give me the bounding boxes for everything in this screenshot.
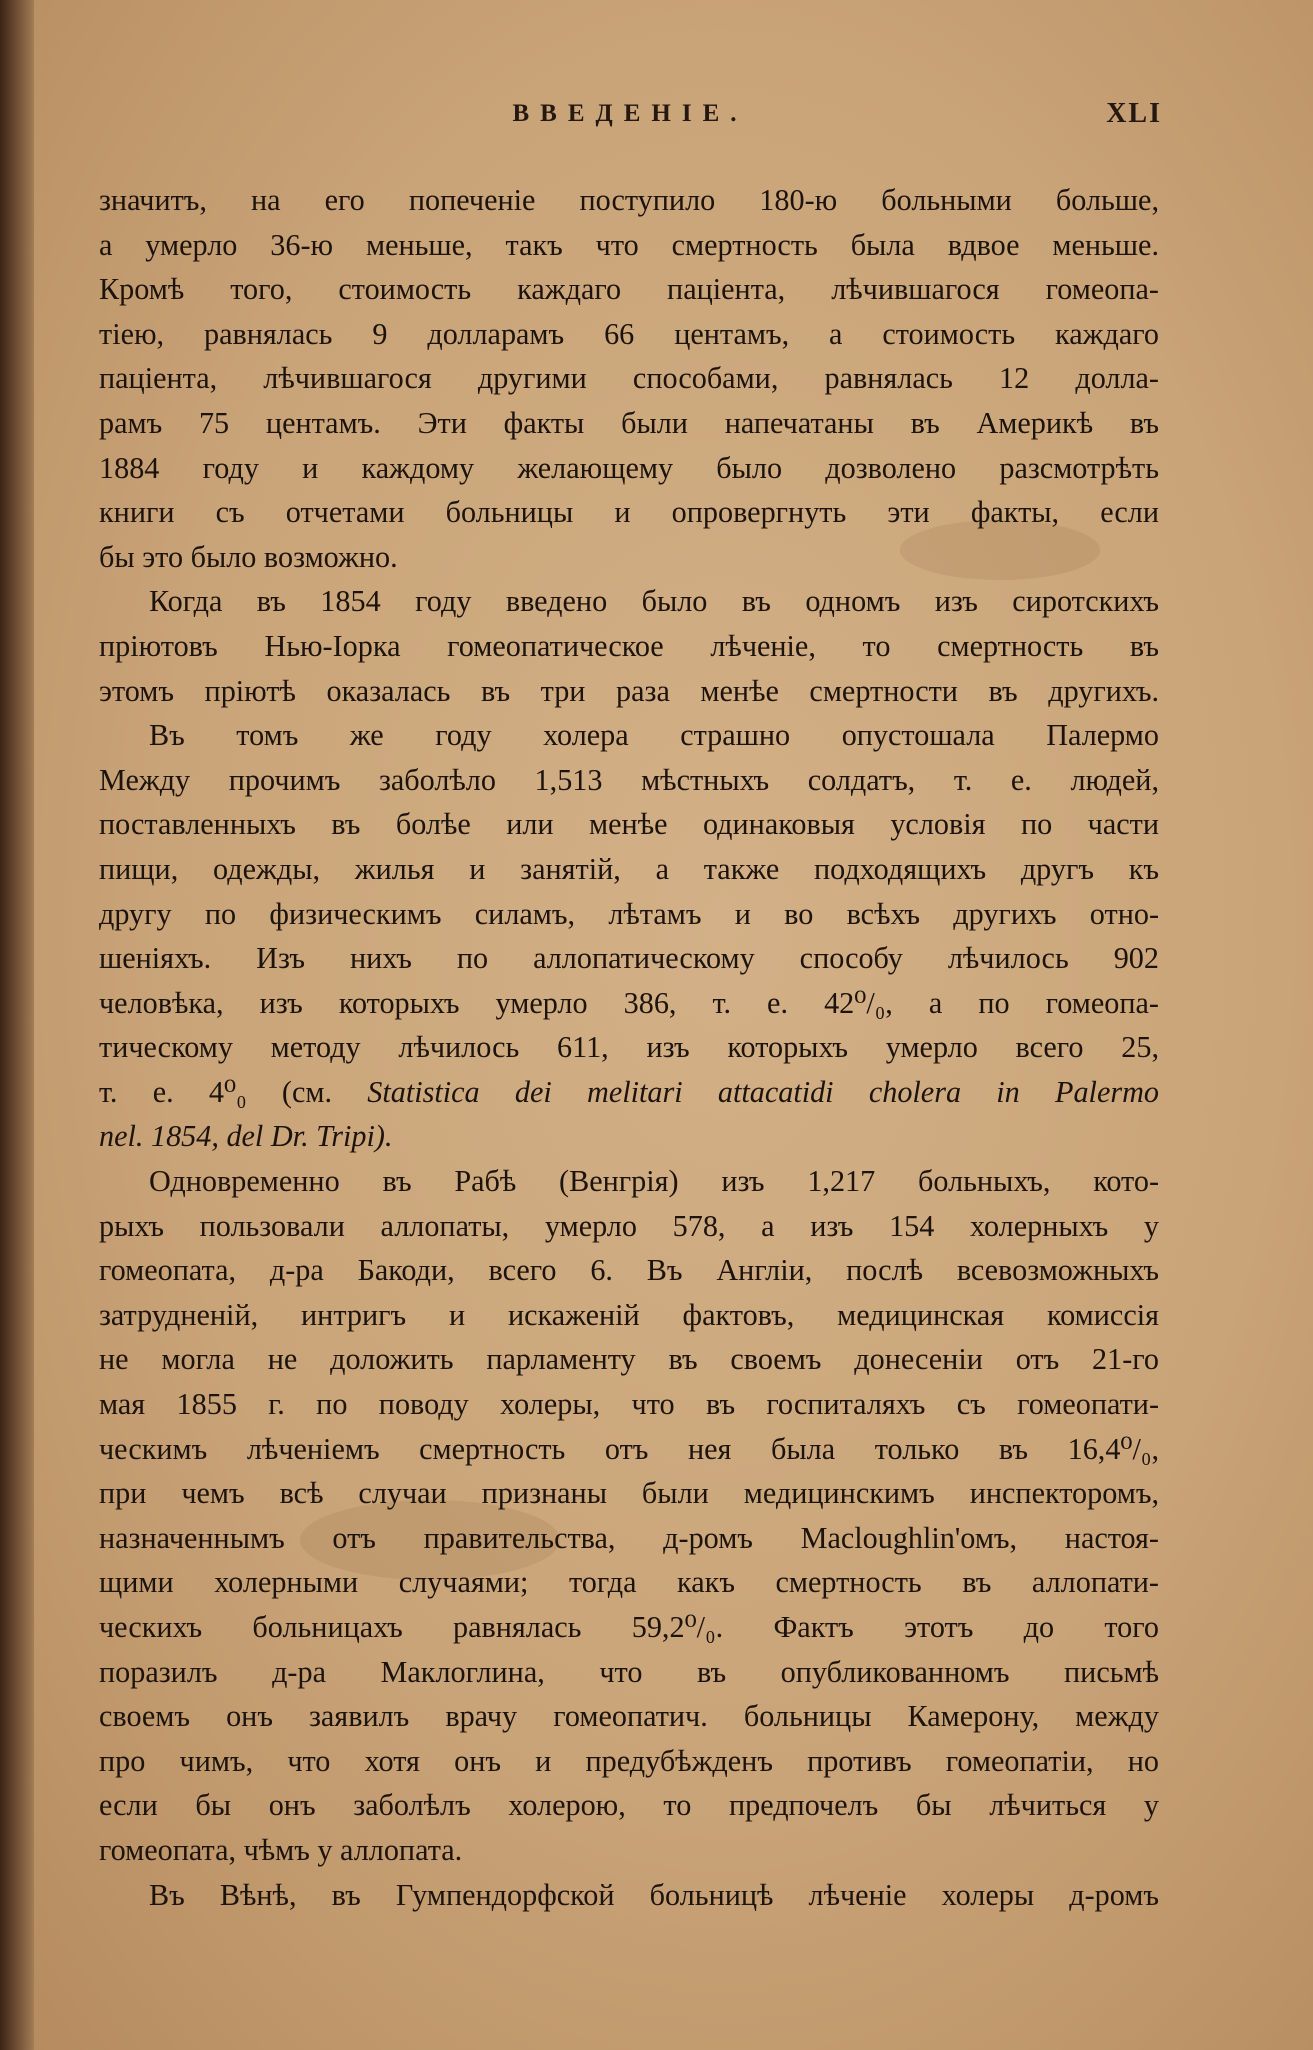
text-line: бы это было возможно. [99,539,398,574]
citation-italic: Statistica dei melitari attacatidi cholera in Palermo [367,1074,1159,1109]
text-line: ческимъ лѣченіемъ смертность отъ нея была только въ 16,4⁰/₀, [99,1431,1159,1466]
text-line: ческихъ больницахъ равнялась 59,2⁰/₀. Фактъ этотъ до того [99,1610,1159,1644]
text-line: при чемъ всѣ случаи признаны были медицинскимъ инспекторомъ, [99,1476,1159,1511]
text-line: Кромѣ того, стоимость каждаго паціента, лѣчившагося гомеопа- [99,272,1159,307]
text-line: поразилъ д-ра Маклоглина, что въ опубликованномъ письмѣ [99,1654,1159,1689]
paragraph [99,1873,1159,1918]
text-line: поставленныхъ въ болѣе или менѣе одинаковыя условія по части [99,807,1159,842]
page-number: XLI [1106,98,1162,129]
text-line: книги съ отчетами больницы и опровергнуть эти факты, если [99,495,1159,530]
body-text [99,178,1159,1917]
text-line: паціента, лѣчившагося другими способами, равнялась 12 долла- [99,361,1159,396]
paragraph [99,579,1159,713]
text-line: этомъ пріютѣ оказалась въ три раза менѣе смертности въ другихъ. [99,673,1159,708]
text-line: 1884 году и каждому желающему было дозволено разсмотрѣть [99,450,1159,485]
text-line: пищи, одежды, жилья и занятій, а также подходящихъ другъ къ [99,851,1159,886]
text-line: щими холерными случаями; тогда какъ смертность въ аллопати- [99,1565,1159,1600]
text-line: затрудненій, интригъ и искаженій фактовъ, медицинская комиссія [99,1297,1159,1332]
text-line: не могла не доложить парламенту въ своемъ донесеніи отъ 21-го [99,1342,1159,1377]
text-line: назначеннымъ отъ правительства, д-ромъ Macloughlin'омъ, настоя- [99,1520,1159,1555]
text-line: Между прочимъ заболѣло 1,513 мѣстныхъ солдатъ, т. е. людей, [99,762,1159,797]
text-line: если бы онъ заболѣлъ холерою, то предпочелъ бы лѣчиться у [99,1788,1159,1823]
text-line: своемъ онъ заявилъ врачу гомеопатич. больницы Камерону, между [99,1699,1159,1734]
text-line: Одновременно въ Рабѣ (Венгрія) изъ 1,217 больныхъ, кото- [149,1164,1159,1199]
text-line: Когда въ 1854 году введено было въ одномъ изъ сиротскихъ [149,584,1159,619]
text-line: рыхъ пользовали аллопаты, умерло 578, а изъ 154 холерныхъ у [99,1208,1159,1243]
text-line: рамъ 75 центамъ. Эти факты были напечатаны въ Америкѣ въ [99,405,1159,440]
paragraph [99,1159,1159,1873]
text-line: шеніяхъ. Изъ нихъ по аллопатическому способу лѣчилось 902 [99,941,1159,976]
text-line: Въ томъ же году холера страшно опустошала Палермо [149,718,1159,753]
text-line: Въ Вѣнѣ, въ Гумпендорфской больницѣ лѣченіе холеры д-ромъ [149,1877,1159,1912]
paragraph [99,178,1159,579]
citation-line [99,1114,1159,1159]
text-line: тіею, равнялась 9 долларамъ 66 центамъ, а стоимость каждаго [99,316,1159,351]
text-line: тическому методу лѣчилось 611, изъ которыхъ умерло всего 25, [99,1030,1159,1065]
citation-italic: nel. 1854, del Dr. Tripi). [99,1119,393,1154]
book-spine-shadow [0,0,34,2050]
text-line: а умерло 36-ю меньше, такъ что смертность была вдвое меньше. [99,227,1159,262]
text-line: мая 1855 г. по поводу холеры, что въ госпиталяхъ съ гомеопати- [99,1387,1159,1422]
paragraph [99,713,1159,1159]
text-line: человѣка, изъ которыхъ умерло 386, т. е. 42⁰/₀, а по гомеопа- [99,985,1159,1020]
text-line: пріютовъ Нью-Іорка гомеопатическое лѣченіе, то смертность въ [99,628,1159,663]
text-line: гомеопата, чѣмъ у аллопата. [99,1832,463,1867]
text-line-with-citation [99,1070,1159,1115]
text-line: про чимъ, что хотя онъ и предубѣжденъ противъ гомеопатіи, но [99,1743,1159,1778]
text-line: значитъ, на его попеченіе поступило 180-ю больными больше, [99,183,1159,217]
text-line: другу по физическимъ силамъ, лѣтамъ и во всѣхъ другихъ отно- [99,896,1159,931]
page-header [100,100,1160,140]
citation-prefix: т. е. 4⁰₀ (см. [99,1074,332,1109]
running-title: ВВЕДЕНІЕ. [512,100,748,127]
text-line: гомеопата, д-ра Бакоди, всего 6. Въ Англіи, послѣ всевозможныхъ [99,1253,1159,1288]
